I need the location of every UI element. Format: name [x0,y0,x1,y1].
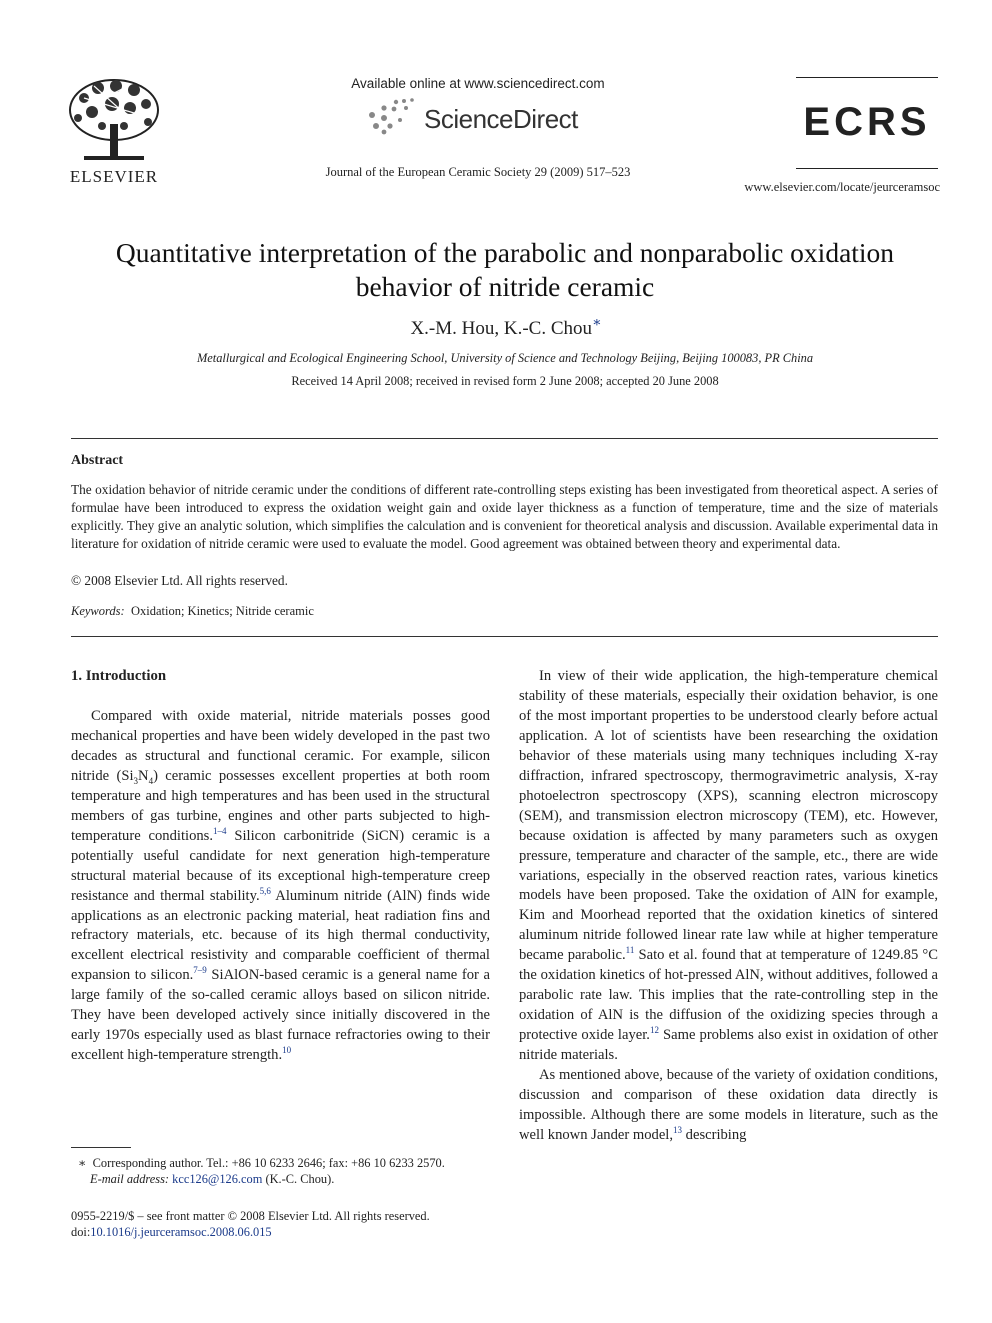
sciencedirect-dots-icon [362,96,422,136]
available-online: Available online at www.sciencedirect.com [351,76,605,91]
header-rule-right-bottom [796,168,938,169]
intro-paragraph-1: Compared with oxide material, nitride materials posses good mechanical properties and have been widely developed in the past two decades as structural and functional ceramic. For example, silicon nitride $(Si_3N_4)$ ceramic possesses excellent properties at both room temperature and high temperatures and has been used in the structural members of gas turbine, engines and other parts subjected to high-temperature conditions.$^{1-4}$ Silicon carbonitride (SiCN) ceramic is a potentially useful candidate for next generation high-temperature structural material because of its exceptional high-temperature creep resistance and thermal stability.$^{5,6}$ Aluminum nitride (AlN) finds wide applications as an electronic packing material, heat radiation fins and refractory materials, etc. because of its high thermal conductivity, excellent electrical resistivity and comparable coefficient of thermal expansion to silicon.$^{7-9}$ SiAlON-based ceramic is a general name for a large family of the so-called ceramic alloys based on silicon nitride. They have been developed actively since initially discovered in the early 1970s especially used as blast furnace refractories owing to their excellent high-temperature strength.$^{10}$ [71,708,491,1064]
left-column [71,707,490,1066]
citation-link[interactable]: 7–9 [193,965,207,976]
issn-line: 0955-2219/$ – see front matter © 2008 Elsevier Ltd. All rights reserved. [71,1209,430,1223]
citation-link[interactable]: 5,6 [259,885,271,896]
publisher-name: ELSEVIER [69,167,159,186]
citation-link[interactable]: 12 [649,1025,659,1036]
affiliation: Metallurgical and Ecological Engineering School, University of Science and Technology Beijing, Beijing 100083, PR China [196,351,814,365]
email-suffix: (K.-C. Chou). [265,1172,335,1186]
elsevier-logo [64,76,164,186]
email-link[interactable]: kcc126@126.com [172,1172,263,1186]
journal-logo: ECRS [803,100,931,144]
article-title [60,236,950,304]
abstract-text: The oxidation behavior of nitride ceramic under the conditions of different rate-controlling steps existing has been investigated from theoretical aspect. A series of formulae have been introduced to express the oxidation weight gain and oxide layer thickness as a function of temperature, time and the size of materials explicitly. They give an analytic solution, which simplifies the calculation and is convenient for theoretical analysis and discussion. Available experimental data in literature for oxidation of nitride ceramic were used to evaluate the model. Good agreement was obtained between theory and experimental data. [71,482,938,552]
author-names: X.-M. Hou, K.-C. Chou [410,318,593,339]
section-heading-introduction: 1. Introduction [71,668,167,684]
doi-label: doi: [71,1225,91,1239]
keywords-list: Oxidation; Kinetics; Nitride ceramic [130,604,314,618]
authors [200,315,812,340]
right-column [519,667,938,1146]
citation-link[interactable]: 13 [673,1125,683,1136]
title-line-2: behavior of nitride ceramic [355,271,655,302]
intro-paragraph-3: As mentioned above, because of the variety of oxidation conditions, discussion and comparison of these oxidation data directly is impossible. Although there are some models in literature, such as the well known Jander model,$^{13}$ describing [519,1067,938,1143]
doi-link[interactable]: 10.1016/j.jeurceramsoc.2008.06.015 [90,1225,272,1239]
sciencedirect-logo [362,96,602,138]
footnote-mark: ∗ [78,1156,87,1170]
intro-paragraph-2: In view of their wide application, the high-temperature chemical stability of these materials, especially their oxidation behavior, is one of the most important properties to be understood clearly before actual application. A lot of scientists have been researching the oxidation behavior of these materials using many techniques including X-ray diffraction, infrared spectroscopy, thermogravimetric analysis, X-ray photoelectron spectroscopy (XPS), scanning electron microscopy (SEM), and transmission electron microscopy (TEM), etc. However, because oxidation is affected by many parameters such as oxygen pressure, temperature and character of the sample, etc., there are wide variations, especially in the observed reaction rates, various kinetics models have been proposed. Take the oxidation of AlN for example, Kim and Moorhead reported that the oxidation kinetics of sintered aluminum nitride followed linear rate law while at higher temperature became parabolic.$^{11}$ Sato et al. found that at temperature of 1249.85 °C the oxidation kinetics of hot-pressed AlN, without additives, followed a parabolic rate law. This implies that the rate-controlling step in the oxidation of AlN is the diffusion of the oxidizing species through a protective oxide layer.$^{12}$ Same problems also exist in oxidation of other nitride materials. [519,668,938,1064]
abstract-rule-bottom [71,636,938,637]
journal-url-link[interactable]: www.elsevier.com/locate/jeurceramsoc [744,180,940,194]
copyright-line: © 2008 Elsevier Ltd. All rights reserved. [71,573,288,588]
citation-link[interactable]: 10 [282,1045,292,1056]
keywords [71,604,314,619]
citation-link[interactable]: 11 [625,945,635,956]
citation-link[interactable]: 1–4 [213,825,227,836]
footnote-corresponding [78,1155,498,1171]
corresponding-author-note: Corresponding author. Tel.: +86 10 6233 2646; fax: +86 10 6233 2570. [92,1156,445,1170]
footnote-email [90,1171,500,1187]
elsevier-tree-icon [64,76,164,164]
journal-citation: Journal of the European Ceramic Society 29 (2009) 517–523 [325,165,631,179]
received-dates: Received 14 April 2008; received in revised form 2 June 2008; accepted 20 June 2008 [291,374,719,388]
keywords-label: Keywords: [71,604,125,618]
corresponding-author-mark[interactable]: ∗ [592,315,602,331]
footnote-rule [71,1147,131,1148]
email-label: E-mail address: [90,1172,170,1186]
sciencedirect-wordmark: ScienceDirect [424,104,578,134]
header-rule-right [796,77,938,78]
doi-line [71,1225,272,1240]
title-line-1: Quantitative interpretation of the parabolic and nonparabolic oxidation [115,237,895,268]
abstract-heading: Abstract [71,453,124,468]
abstract-rule-top [71,438,938,439]
